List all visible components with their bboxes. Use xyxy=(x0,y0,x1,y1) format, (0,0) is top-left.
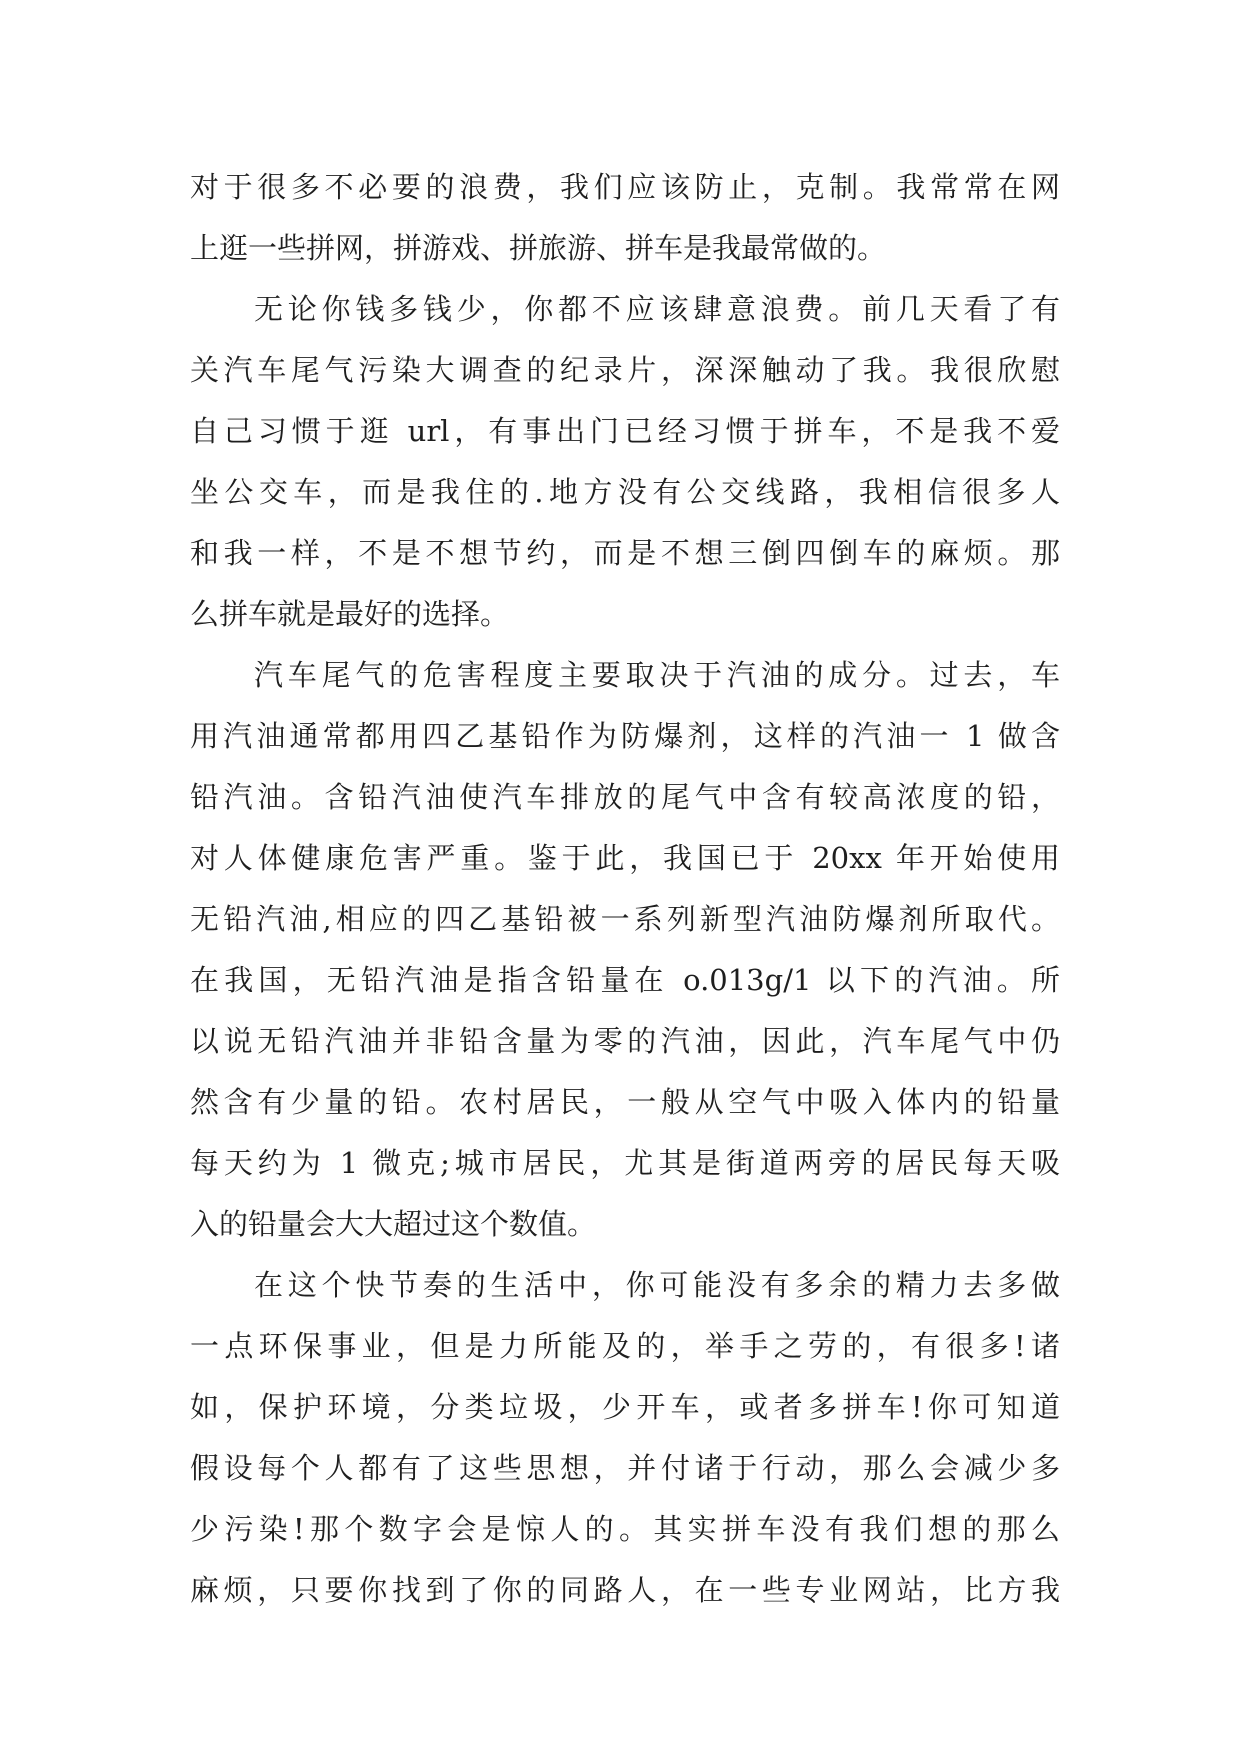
text-line: 上逛一些拼网，拼游戏、拼旅游、拼车是我最常做的。 xyxy=(190,231,887,265)
text-line: 少污染!那个数字会是惊人的。其实拼车没有我们想的那么 xyxy=(190,1512,1060,1546)
text-line: 一点环保事业，但是力所能及的，举手之劳的，有很多!诸 xyxy=(190,1329,1060,1363)
text-line: 以说无铅汽油并非铅含量为零的汽油，因此，汽车尾气中仍 xyxy=(190,1024,1060,1058)
text-line: 如，保护环境，分类垃圾，少开车，或者多拼车!你可知道 xyxy=(190,1390,1060,1424)
text-line: 无铅汽油,相应的四乙基铅被一系列新型汽油防爆剂所取代。 xyxy=(190,902,1060,936)
text-line: 然含有少量的铅。农村居民，一般从空气中吸入体内的铅量 xyxy=(190,1085,1060,1119)
text-line: 对人体健康危害严重。鉴于此，我国已于 20xx 年开始使用 xyxy=(190,841,1060,875)
text-line: 对于很多不必要的浪费，我们应该防止，克制。我常常在网 xyxy=(190,170,1060,204)
text-line: 无论你钱多钱少，你都不应该肆意浪费。前几天看了有 xyxy=(254,292,1060,326)
paragraph-1 xyxy=(190,157,1060,279)
paragraph-3 xyxy=(190,645,1060,1255)
text-line: 在这个快节奏的生活中，你可能没有多余的精力去多做 xyxy=(254,1268,1060,1302)
paragraph-2 xyxy=(190,279,1060,645)
text-line: 汽车尾气的危害程度主要取决于汽油的成分。过去，车 xyxy=(254,658,1060,692)
text-line: 关汽车尾气污染大调查的纪录片，深深触动了我。我很欣慰 xyxy=(190,353,1060,387)
text-line: 用汽油通常都用四乙基铅作为防爆剂，这样的汽油一 1 做含 xyxy=(190,719,1060,753)
text-line: 坐公交车，而是我住的.地方没有公交线路，我相信很多人 xyxy=(190,475,1060,509)
text-line: 和我一样，不是不想节约，而是不想三倒四倒车的麻烦。那 xyxy=(190,536,1060,570)
text-line: 麻烦，只要你找到了你的同路人，在一些专业网站，比方我 xyxy=(190,1573,1060,1607)
text-line: 每天约为 1 微克;城市居民，尤其是街道两旁的居民每天吸 xyxy=(190,1146,1060,1180)
text-line: 入的铅量会大大超过这个数值。 xyxy=(190,1207,597,1241)
text-line: 假设每个人都有了这些思想，并付诸于行动，那么会减少多 xyxy=(190,1451,1060,1485)
text-line: 自己习惯于逛 url，有事出门已经习惯于拼车，不是我不爱 xyxy=(190,414,1060,448)
text-line: 在我国，无铅汽油是指含铅量在 o.013g/1 以下的汽油。所 xyxy=(190,963,1060,997)
body-text xyxy=(190,157,1060,1621)
text-line: 铅汽油。含铅汽油使汽车排放的尾气中含有较高浓度的铅， xyxy=(190,780,1060,814)
text-line: 么拼车就是最好的选择。 xyxy=(190,597,510,631)
paragraph-4 xyxy=(190,1255,1060,1621)
